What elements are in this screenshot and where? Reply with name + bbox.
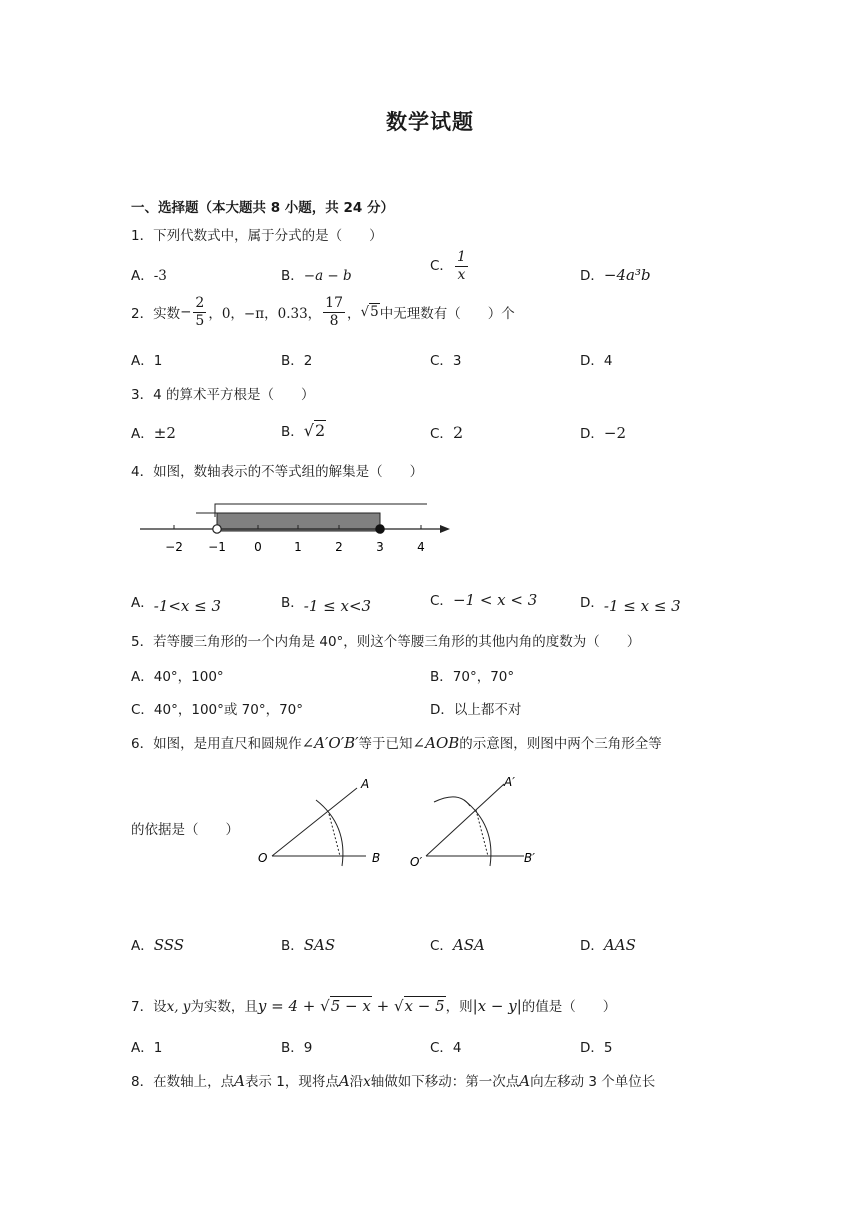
question-8-stem (131, 1070, 655, 1090)
q6-stem-part: 等于已知 (358, 736, 413, 752)
option-value: ASA (452, 936, 485, 954)
sqrt-2: √2 (303, 421, 326, 440)
abs-expression: |x − y| (472, 997, 522, 1015)
fraction-denominator: x (457, 266, 466, 283)
option-label: C． (430, 426, 453, 442)
option-value: AAS (603, 936, 636, 954)
q8-part: 8．在数轴上，点 (131, 1074, 235, 1090)
axis-x: x (363, 1074, 371, 1090)
q5-option-b[interactable]: B．70°，70° (430, 669, 515, 685)
point-label-o-prime: O′ (410, 855, 423, 869)
option-label: B． (281, 268, 304, 284)
q7-part: 7．设 (131, 999, 167, 1015)
option-label: D． (580, 426, 604, 442)
option-label: C． (430, 258, 453, 275)
q4-option-a[interactable] (131, 591, 222, 615)
point-label-b: B (372, 851, 381, 865)
fraction-denominator: 5 (195, 312, 205, 329)
option-label: B． (281, 424, 304, 440)
option-value: −2 (603, 424, 627, 442)
point-a: A (519, 1072, 531, 1090)
tick-label: −2 (165, 540, 183, 554)
option-label: A． (131, 938, 154, 954)
fraction-numerator: 2 (195, 295, 205, 311)
q6-option-c[interactable] (430, 934, 485, 954)
q6-stem-part: 的示意图，则图中两个三角形全等 (459, 736, 662, 752)
option-value: SAS (303, 936, 336, 954)
option-label: D． (580, 268, 604, 284)
option-value: −1 < x < 3 (452, 591, 538, 609)
option-label: A． (131, 595, 154, 611)
option-value: -1 ≤ x<3 (303, 597, 372, 615)
question-6-stem-continued: 的依据是（ ） (131, 822, 239, 838)
option-value: -3 (153, 268, 167, 284)
q8-part: 沿 (349, 1074, 364, 1090)
point-label-a: A (361, 777, 370, 791)
q8-part: 向左移动 3 个单位长 (530, 1074, 656, 1090)
radicand: 2 (314, 421, 326, 440)
q5-option-c[interactable]: C．40°，100°或 70°，70° (131, 702, 304, 718)
point-label-o: O (258, 851, 268, 865)
q1-option-a[interactable] (131, 264, 167, 284)
q3-option-a[interactable] (131, 422, 176, 442)
q2-option-c[interactable]: C．3 (430, 353, 462, 369)
math-vars: x, y (166, 999, 191, 1015)
question-7-stem (131, 995, 616, 1015)
angle-figure-copy (404, 770, 544, 870)
tick-label: −1 (208, 540, 226, 554)
option-value: ±2 (153, 424, 176, 442)
ray-oa (272, 788, 357, 856)
dashed-chord (476, 810, 488, 856)
option-label: D． (580, 595, 604, 611)
page-title: 数学试题 (386, 110, 474, 134)
question-5-stem: 5．若等腰三角形的一个内角是 40°，则这个等腰三角形的其他内角的度数为（ ） (131, 634, 641, 650)
sqrt-5-minus-x: √5 − x (320, 997, 371, 1015)
math-expression: y = 4 + (257, 997, 321, 1015)
point-label-b-prime: B′ (524, 851, 535, 865)
q3-option-d[interactable] (580, 422, 626, 442)
q3-option-b[interactable] (281, 420, 326, 440)
q2-middle-text: ，0，−π，0.33， (208, 306, 322, 323)
open-circle-marker (213, 525, 221, 533)
radicand: x − 5 (404, 997, 445, 1015)
radicand: 5 (370, 304, 379, 321)
sqrt-5: √5 (360, 304, 379, 321)
option-label: A． (131, 268, 154, 284)
q5-option-d[interactable]: D．以上都不对 (430, 702, 522, 718)
axis-arrow-icon (440, 525, 450, 533)
fraction-17-8 (323, 296, 345, 328)
tick-label: 2 (335, 540, 343, 554)
q2-comma: ， (347, 306, 361, 323)
q7-part: 为实数，且 (190, 999, 258, 1015)
option-value: -1 ≤ x ≤ 3 (603, 597, 681, 615)
option-value: −4a³b (603, 266, 651, 284)
q6-option-d[interactable] (580, 934, 636, 954)
option-label: A． (131, 426, 154, 442)
q2-suffix: 中无理数有（ ）个 (379, 306, 515, 323)
radicand: 5 − x (330, 997, 371, 1015)
tick-label: 4 (417, 540, 425, 554)
question-6-stem (131, 732, 662, 752)
angle-figure-original (256, 770, 386, 870)
sqrt-x-minus-5: √x − 5 (393, 997, 445, 1015)
q8-part: 轴做如下移动：第一次点 (370, 1074, 520, 1090)
angle-expression: ∠AOB (412, 734, 460, 752)
option-label: C． (430, 938, 453, 954)
option-value: -1<x ≤ 3 (153, 597, 222, 615)
option-label: B． (281, 595, 304, 611)
fraction-numerator: 17 (325, 295, 343, 311)
q5-option-a[interactable]: A．40°，100° (131, 669, 224, 685)
q6-option-a[interactable] (131, 934, 184, 954)
math-plus: + (371, 997, 394, 1015)
question-4-stem: 4．如图，数轴表示的不等式组的解集是（ ） (131, 464, 424, 480)
option-label: C． (430, 593, 453, 609)
section-heading: 一、选择题（本大题共 8 小题，共 24 分） (131, 200, 394, 216)
q4-option-b[interactable] (281, 591, 372, 615)
q2-option-d[interactable]: D．4 (580, 353, 613, 369)
tick-label: 0 (254, 540, 262, 554)
q7-option-a[interactable]: A．1 (131, 1040, 163, 1056)
point-a: A (338, 1072, 350, 1090)
q7-part: 的值是（ ） (521, 999, 617, 1015)
q3-option-c[interactable] (430, 422, 463, 442)
q7-option-d[interactable]: D．5 (580, 1040, 613, 1056)
option-label: B． (281, 938, 304, 954)
tick-label: 3 (376, 540, 384, 554)
option-value: −a − b (303, 268, 352, 284)
q7-option-c[interactable]: C．4 (430, 1040, 462, 1056)
compass-arc-small (434, 797, 470, 806)
question-3-stem: 3．4 的算术平方根是（ ） (131, 387, 315, 403)
option-label: D． (580, 938, 604, 954)
q1-option-d[interactable] (580, 264, 651, 284)
q7-option-b[interactable]: B．9 (281, 1040, 313, 1056)
fraction-denominator: 8 (329, 312, 339, 329)
q2-prefix: 2．实数 (131, 306, 181, 323)
point-a: A (234, 1072, 245, 1090)
q1-option-c[interactable] (430, 250, 470, 282)
q1-option-b[interactable] (281, 264, 352, 284)
option-value: 2 (452, 423, 464, 442)
q7-part: ，则 (445, 999, 473, 1015)
question-1-stem: 1．下列代数式中，属于分式的是（ ） (131, 228, 383, 244)
q4-option-c[interactable] (430, 589, 537, 609)
closed-circle-marker (376, 525, 384, 533)
q4-option-d[interactable] (580, 591, 681, 615)
minus-sign: − (180, 304, 192, 321)
fraction-numerator: 1 (456, 249, 466, 265)
fraction-2-5 (193, 296, 206, 328)
number-line-figure (138, 496, 458, 562)
tick-label: 1 (294, 540, 302, 554)
q6-option-b[interactable] (281, 934, 335, 954)
fraction (455, 250, 468, 282)
point-label-a-prime: A′ (504, 775, 515, 789)
q2-option-b[interactable]: B．2 (281, 353, 313, 369)
angle-expression: ∠A′O′B′ (301, 734, 359, 752)
question-2-stem (131, 296, 515, 328)
option-value: SSS (153, 936, 185, 954)
q2-option-a[interactable]: A．1 (131, 353, 163, 369)
q6-stem-part: 6．如图，是用直尺和圆规作 (131, 736, 302, 752)
ray-o-prime-a-prime (426, 784, 504, 856)
q8-part: 表示 1，现将点 (244, 1074, 339, 1090)
